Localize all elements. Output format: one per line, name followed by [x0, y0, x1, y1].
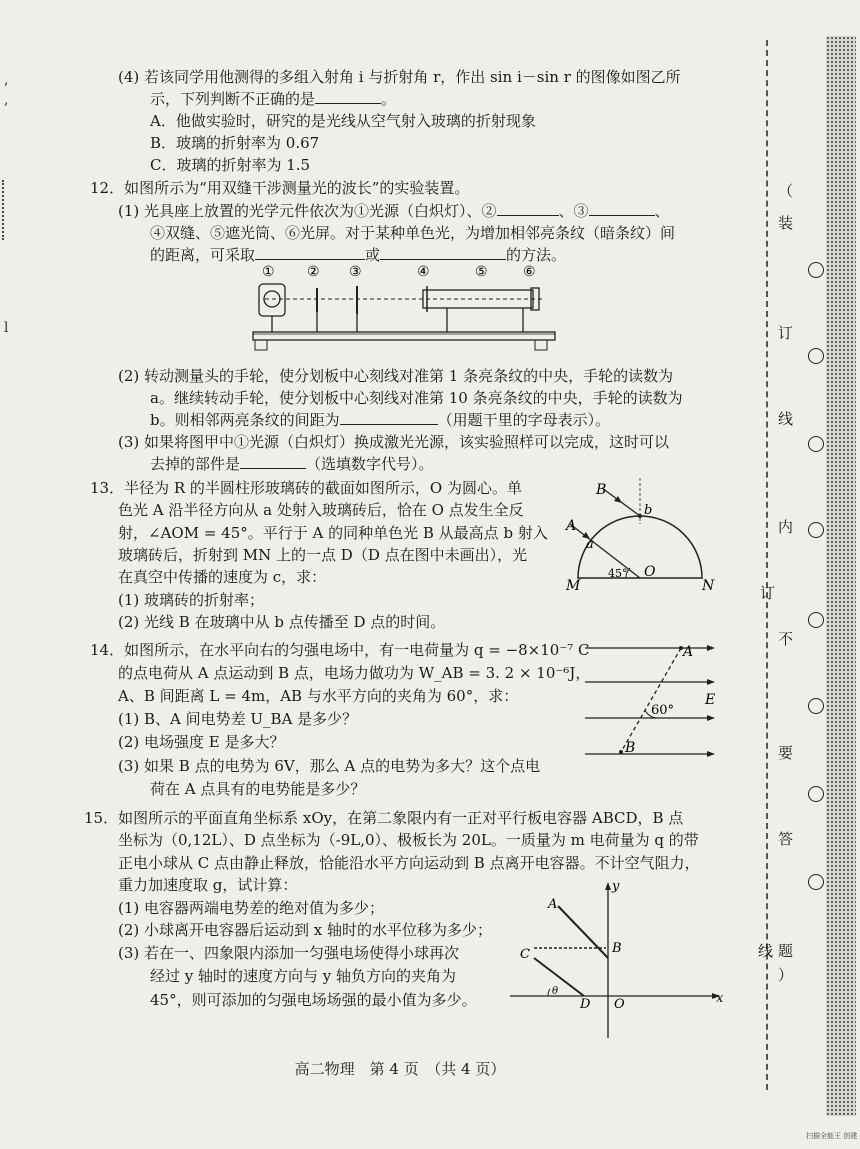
fig-label-y: y	[612, 879, 620, 894]
fig-angle-45: 45°	[608, 567, 628, 580]
side-text-paren-open: （	[778, 182, 794, 200]
binding-hole-5	[808, 612, 824, 628]
double-slit-apparatus-figure	[245, 262, 565, 362]
binding-strip	[826, 36, 856, 1116]
q14-sub2: (2) 电场强度 E 是多大？	[118, 733, 285, 751]
q14-line2: 的点电荷从 A 点运动到 B 点，电场力做功为 W_AB = 3. 2 × 10⁻⁶J，	[118, 664, 591, 682]
binding-hole-1	[808, 262, 824, 278]
capacitor-coordinate-figure	[510, 878, 730, 1038]
fig-label-A: A	[548, 897, 558, 912]
side-text-zhuang: 装	[778, 214, 794, 232]
side-text-xian: 线	[778, 410, 794, 428]
q13-sub1: (1) 玻璃砖的折射率；	[118, 591, 265, 609]
label-3: ③	[349, 264, 362, 280]
label-2: ②	[307, 264, 320, 280]
q13-sub2: (2) 光线 B 在玻璃中从 b 点传播至 D 点的时间。	[118, 613, 446, 631]
q15-line4: 重力加速度取 g，试计算：	[118, 876, 298, 894]
side-text-bu: 不	[778, 630, 794, 648]
q13-line5: 在真空中传播的速度为 c，求：	[118, 568, 327, 586]
q13-line1: 13．半径为 R 的半圆柱形玻璃砖的截面如图所示，O 为圆心。单	[90, 479, 522, 497]
q14-sub3-line1: (3) 如果 B 点的电势为 6V，那么 A 点的电势为多大？这个点电	[118, 757, 541, 775]
binding-hole-8	[808, 874, 824, 890]
q11-option-b: B．玻璃的折射率为 0.67	[150, 134, 320, 152]
fig-label-O: O	[614, 997, 625, 1012]
fig-label-D: D	[580, 997, 591, 1012]
label-1: ①	[262, 264, 275, 280]
q12-title: 12．如图所示为“用双缝干涉测量光的波长”的实验装置。	[90, 179, 470, 197]
semicircle-glass-figure	[560, 478, 720, 618]
q14-sub3-line2: 荷在 A 点具有的电势能是多少？	[150, 780, 366, 798]
scanner-watermark: 扫描全能王 创建	[806, 1132, 858, 1140]
q12-part1-line1: (1) 光具座上放置的光学元件依次为①光源（白炽灯）、② 、③ 、	[118, 202, 670, 220]
side-text-da: 答	[778, 830, 794, 848]
q11-line2: 示，下列判断不正确的是 。	[150, 90, 397, 108]
page-footer: 高二物理 第 4 页 （共 4 页）	[294, 1060, 506, 1078]
q15-line3: 正电小球从 C 点由静止释放，恰能沿水平方向运动到 B 点离开电容器。不计空气阻力，	[118, 854, 700, 872]
q12-part2-line2: a。继续转动手轮，使分划板中心刻线对准第 10 条亮条纹的中央，手轮的读数为	[150, 389, 683, 407]
side-text-xian2: 线	[758, 942, 774, 960]
label-4: ④	[417, 264, 430, 280]
fig-label-B: B	[596, 482, 607, 498]
binding-hole-2	[808, 348, 824, 364]
fig-label-C: C	[520, 947, 530, 962]
scan-artifact: ,	[4, 92, 9, 108]
q12-part1-line2: ④双缝、⑤遮光筒、⑥光屏。对于某种单色光，为增加相邻亮条纹（暗条纹）间	[150, 224, 676, 242]
binding-dashed-line	[766, 40, 768, 1090]
q12-part2-line1: (2) 转动测量头的手轮，使分划板中心刻线对准第 1 条亮条纹的中央，手轮的读数为	[118, 367, 674, 385]
q11-option-a: A．他做实验时，研究的是光线从空气射入玻璃的折射现象	[150, 112, 536, 130]
q15-line1: 15．如图所示的平面直角坐标系 xOy，在第二象限内有一正对平行板电容器 ABCD，B 点	[84, 809, 684, 827]
binding-hole-3	[808, 436, 824, 452]
q15-sub3-line3: 45°，则可添加的匀强电场场强的最小值为多少。	[150, 991, 477, 1009]
q15-sub3-line2: 经过 y 轴时的速度方向与 y 轴负方向的夹角为	[150, 967, 457, 985]
fig-label-theta: θ	[552, 986, 559, 997]
fig-label-O: O	[644, 564, 656, 580]
q13-line3: 射，∠AOM = 45°。平行于 A 的同种单色光 B 从最高点 b 射入	[118, 524, 548, 542]
fig-label-E: E	[705, 692, 716, 708]
q12-part1-line3: 的距离，可采取 或 的方法。	[150, 246, 567, 264]
q12-part3-line2: 去掉的部件是 （选填数字代号）。	[150, 455, 434, 473]
q11-option-c: C．玻璃的折射率为 1.5	[150, 156, 311, 174]
q14-sub1: (1) B、A 间电势差 U_BA 是多少？	[118, 710, 358, 728]
label-6: ⑥	[523, 264, 536, 280]
fig-label-M: M	[566, 578, 581, 594]
fig-label-B: B	[625, 740, 636, 756]
q12-part3-line1: (3) 如果将图甲中①光源（白炽灯）换成激光光源，该实验照样可以完成，这时可以	[118, 433, 670, 451]
label-5: ⑤	[475, 264, 488, 280]
fig-label-A: A	[683, 644, 694, 660]
scan-artifact: ,	[4, 72, 9, 88]
binding-hole-7	[808, 786, 824, 802]
side-text-ding: 订	[778, 324, 794, 342]
fig-label-x: x	[716, 991, 724, 1006]
side-text-yao: 要	[778, 744, 794, 762]
q12-part2-line3: b。则相邻两亮条纹的间距为 （用题干里的字母表示）。	[150, 411, 611, 429]
q15-sub1: (1) 电容器两端电势差的绝对值为多少；	[118, 899, 385, 917]
fig-label-B: B	[612, 941, 622, 956]
q14-line3: A、B 间距离 L = 4m，AB 与水平方向的夹角为 60°，求：	[118, 687, 519, 705]
q13-line2: 色光 A 沿半径方向从 a 处射入玻璃砖后，恰在 O 点发生全反	[118, 501, 524, 519]
scan-artifact	[2, 180, 4, 240]
binding-hole-4	[808, 522, 824, 538]
fig-label-A: A	[566, 518, 577, 534]
side-text-paren-close: ）	[778, 966, 794, 984]
q15-line2: 坐标为（0,12L）、D 点坐标为（-9L,0）、极板长为 20L。一质量为 m 电荷量为 q 的带	[118, 831, 699, 849]
q15-sub2: (2) 小球离开电容器后运动到 x 轴时的水平位移为多少；	[118, 921, 493, 939]
fig-label-a: a	[586, 537, 594, 552]
fig-label-b: b	[644, 503, 653, 518]
side-text-nei: 内	[778, 518, 794, 536]
fig-label-N: N	[702, 578, 715, 594]
side-text-ding2: 订	[760, 584, 776, 602]
scan-artifact: l	[4, 320, 9, 336]
binding-hole-6	[808, 698, 824, 714]
q14-line1: 14．如图所示，在水平向右的匀强电场中，有一电荷量为 q = −8×10⁻⁷ C	[90, 641, 590, 659]
q15-sub3-line1: (3) 若在一、四象限内添加一匀强电场使得小球再次	[118, 944, 460, 962]
fig-angle-60: 60°	[651, 703, 675, 718]
q11-line1: (4) 若该同学用他测得的多组入射角 i 与折射角 r，作出 sin i－sin r 的图像如图乙所	[118, 68, 681, 86]
side-text-ti: 题	[778, 942, 794, 960]
electric-field-figure	[585, 640, 725, 770]
q13-line4: 玻璃砖后，折射到 MN 上的一点 D（D 点在图中未画出），光	[118, 546, 528, 564]
